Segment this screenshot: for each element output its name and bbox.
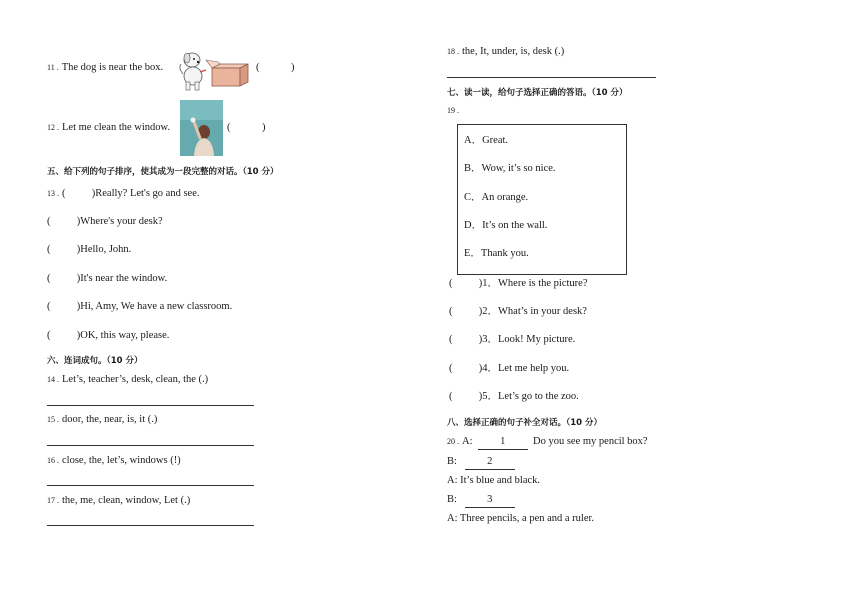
order-text: OK, this way, please.: [80, 330, 170, 341]
q13-answer-paren[interactable]: ( ): [62, 188, 96, 199]
q20-number: 20 .: [447, 437, 459, 446]
girl-cleaning-window-photo: [180, 100, 223, 156]
q18-text: the, It, under, is, desk (.): [462, 46, 565, 57]
option-c: C．An orange.: [464, 192, 529, 203]
match-answer-paren[interactable]: ( ): [449, 363, 483, 374]
q13-number: 13 .: [47, 189, 59, 198]
q15-text: door, the, near, is, it (.): [62, 414, 158, 425]
order-answer-paren[interactable]: ( ): [47, 330, 81, 341]
q20-line-1: [447, 435, 648, 450]
option-d: D．It’s on the wall.: [464, 220, 548, 231]
q20-blank-1[interactable]: 1: [478, 435, 528, 450]
match-answer-paren[interactable]: ( ): [449, 306, 483, 317]
q11: [47, 61, 163, 75]
q16: [47, 454, 181, 468]
q16-text: close, the, let’s, windows (!): [62, 455, 181, 466]
q17-text: the, me, clean, window, Let (.): [62, 495, 191, 506]
section-8-heading: 八、选择正确的句子补全对话。（10 分）: [447, 418, 603, 428]
q14: [47, 373, 208, 387]
q18-answer-line[interactable]: [447, 77, 656, 78]
match-text: 1．Where is the picture?: [482, 278, 588, 289]
q14-number: 14 .: [47, 375, 59, 384]
q13-text: Really? Let's go and see.: [95, 188, 200, 199]
q12: [47, 121, 170, 135]
order-item: [47, 329, 169, 343]
q15: [47, 413, 157, 427]
q11-text: The dog is near the box.: [61, 62, 164, 73]
order-text: Hello, John.: [80, 244, 132, 255]
q20-speaker-a: A:: [462, 436, 473, 447]
order-text: It's near the window.: [80, 273, 168, 284]
q17-answer-line[interactable]: [47, 525, 254, 526]
q20-speaker-b: B:: [447, 494, 457, 505]
q15-number: 15 .: [47, 415, 59, 424]
q11-answer-paren[interactable]: ( ): [256, 62, 295, 73]
match-answer-paren[interactable]: ( ): [449, 391, 483, 402]
q20-blank-2[interactable]: 2: [465, 455, 515, 470]
q12-answer-paren[interactable]: ( ): [227, 122, 266, 133]
q14-answer-line[interactable]: [47, 405, 254, 406]
match-question: [449, 362, 569, 376]
q17: [47, 494, 190, 508]
q20-blank-3[interactable]: 3: [465, 493, 515, 508]
match-text: 4．Let me help you.: [482, 363, 570, 374]
q16-answer-line[interactable]: [47, 485, 254, 486]
q12-text: Let me clean the window.: [62, 122, 171, 133]
dog-near-box-icon: [178, 48, 250, 92]
q20-line-2: [447, 455, 515, 470]
q16-number: 16 .: [47, 456, 59, 465]
section-6-heading: 六、连词成句。（10 分）: [47, 356, 143, 366]
q14-text: Let’s, teacher’s, desk, clean, the (.): [62, 374, 209, 385]
order-answer-paren[interactable]: ( ): [47, 244, 81, 255]
order-item: [47, 215, 163, 229]
q19-number: 19 .: [447, 106, 459, 115]
answer-options-box: [457, 124, 627, 275]
q18-number: 18 .: [447, 47, 459, 56]
q12-number: 12 .: [47, 123, 59, 132]
q17-number: 17 .: [47, 496, 59, 505]
q13: [47, 187, 199, 201]
dog-box-illustration: [178, 48, 250, 92]
cleaning-window-icon: [180, 100, 223, 156]
q20-line-4: [447, 493, 515, 508]
match-question: [449, 390, 579, 404]
q11-number: 11 .: [47, 63, 59, 72]
order-item: [47, 243, 131, 257]
order-answer-paren[interactable]: ( ): [47, 216, 81, 227]
q20-line-1-text: Do you see my pencil box?: [533, 436, 648, 447]
match-answer-paren[interactable]: ( ): [449, 278, 483, 289]
match-question: [449, 277, 588, 291]
section-7-heading: 七、读一读，给句子选择正确的答语。（10 分）: [447, 88, 628, 98]
match-text: 2．What’s in your desk?: [482, 306, 587, 317]
order-answer-paren[interactable]: ( ): [47, 301, 81, 312]
q20-line-3: A: It’s blue and black.: [447, 475, 541, 486]
match-text: 5．Let’s go to the zoo.: [482, 391, 579, 402]
order-text: Where's your desk?: [80, 216, 163, 227]
option-b: B．Wow, it’s so nice.: [464, 163, 556, 174]
option-a: A．Great.: [464, 135, 509, 146]
match-question: [449, 305, 587, 319]
q20-speaker-b: B:: [447, 456, 457, 467]
match-text: 3．Look! My picture.: [482, 334, 576, 345]
q18: [447, 45, 564, 59]
order-item: [47, 272, 167, 286]
q20-line-5: A: Three pencils, a pen and a ruler.: [447, 513, 595, 524]
option-e: E．Thank you.: [464, 248, 529, 259]
q15-answer-line[interactable]: [47, 445, 254, 446]
match-question: [449, 333, 575, 347]
match-answer-paren[interactable]: ( ): [449, 334, 483, 345]
order-answer-paren[interactable]: ( ): [47, 273, 81, 284]
section-5-heading: 五、给下列的句子排序，使其成为一段完整的对话。（10 分）: [47, 167, 279, 177]
order-item: [47, 300, 232, 314]
order-text: Hi, Amy, We have a new classroom.: [80, 301, 233, 312]
